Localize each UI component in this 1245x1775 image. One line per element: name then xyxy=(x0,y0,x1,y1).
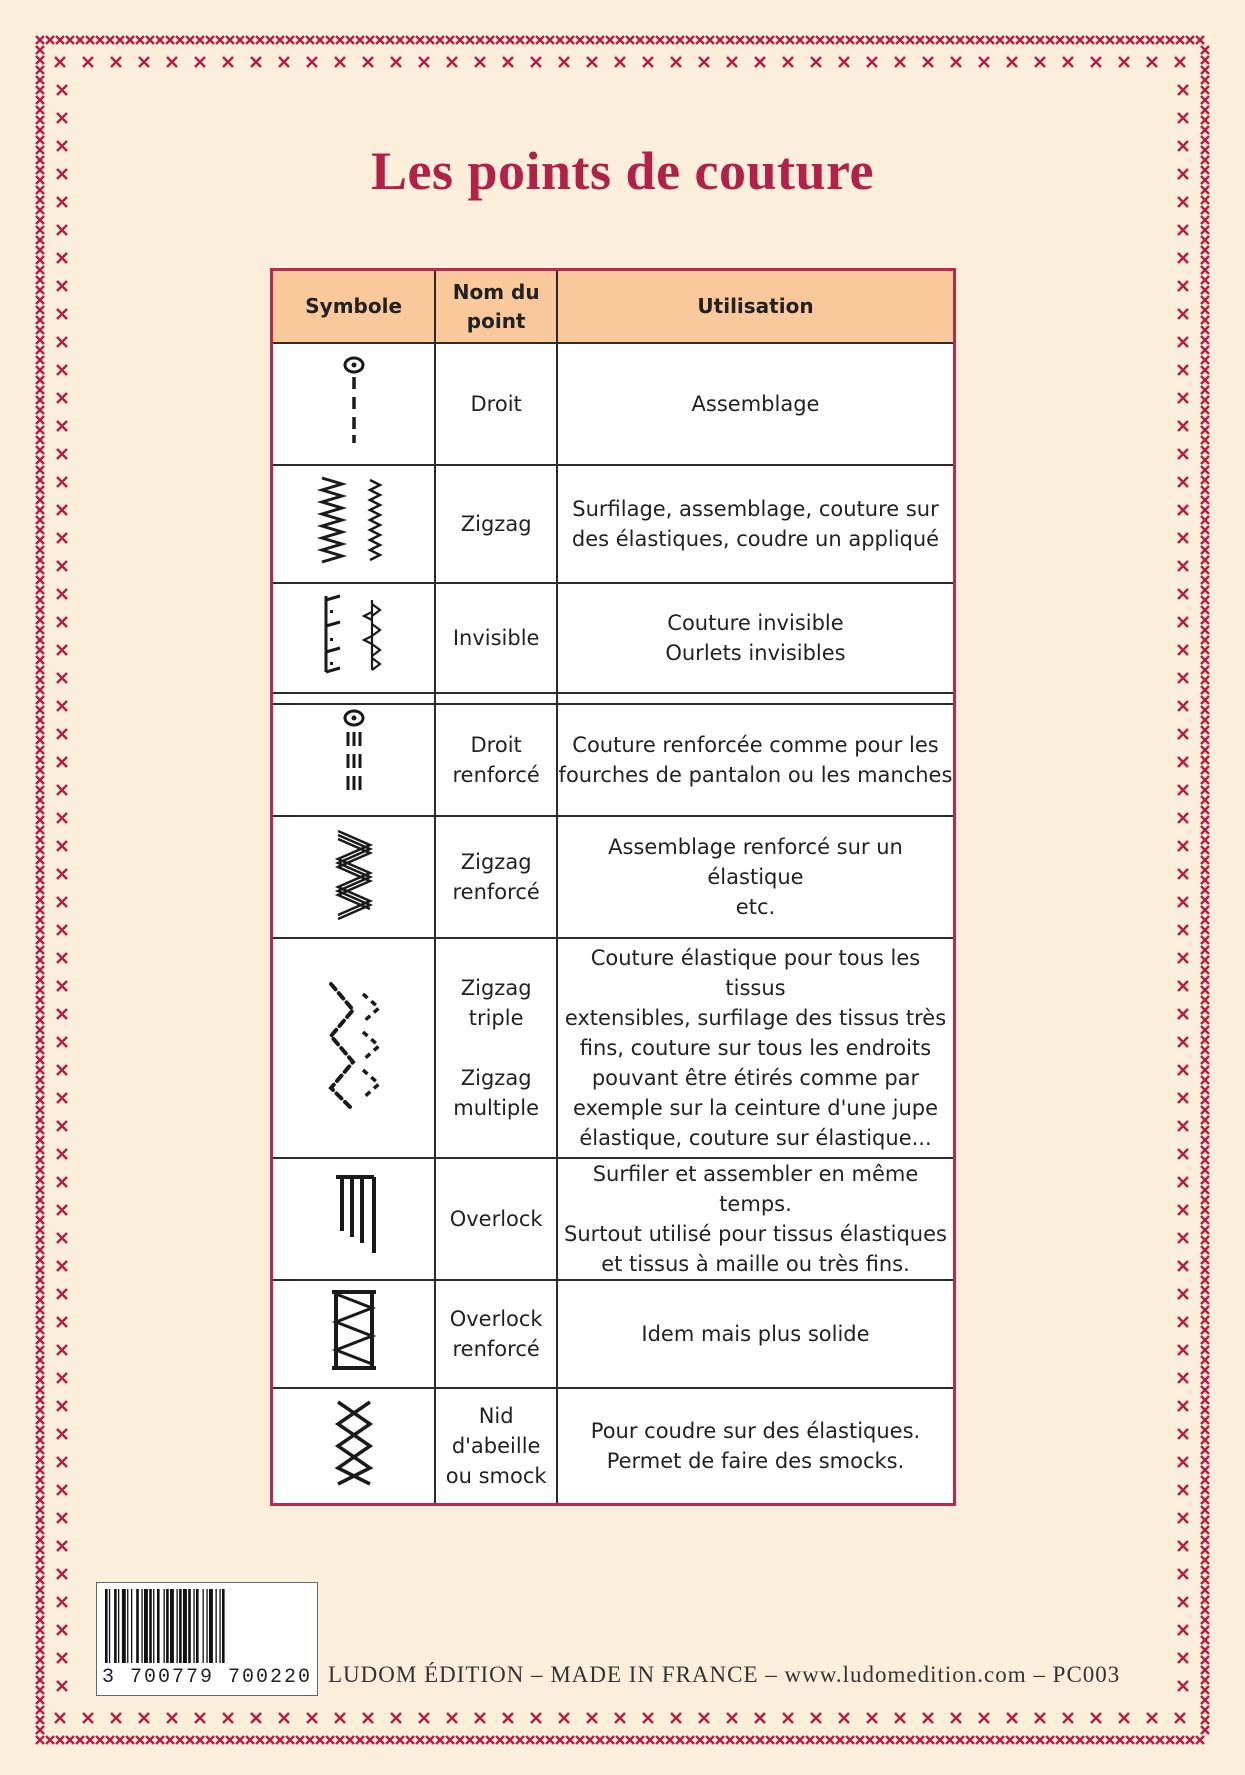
stitch-usage: Couture invisible Ourlets invisibles xyxy=(558,584,953,694)
barcode-bar xyxy=(131,1589,132,1663)
barcode-bar xyxy=(203,1589,204,1663)
barcode-bar xyxy=(196,1589,199,1663)
stitch-name: Zigzag xyxy=(436,466,558,584)
barcode-bar xyxy=(179,1589,182,1663)
barcode-bar xyxy=(177,1589,178,1663)
stitch-name: Nid d'abeille ou smock xyxy=(436,1389,558,1503)
invisible-stitch-icon xyxy=(273,584,436,694)
table-spacer-row xyxy=(273,694,953,705)
barcode-bar xyxy=(219,1589,220,1663)
stitch-usage: Assemblage renforcé sur un élastique etc. xyxy=(558,817,953,939)
stitch-name: Invisible xyxy=(436,584,558,694)
stitch-usage: Surfilage, assemblage, couture sur des élastiques, coudre un appliqué xyxy=(558,466,953,584)
barcode-bar xyxy=(109,1589,110,1663)
droit-stitch-icon xyxy=(273,344,436,466)
barcode-bar xyxy=(149,1589,152,1663)
stitch-name: Overlock renforcé xyxy=(436,1281,558,1389)
table-row xyxy=(273,1159,953,1281)
table-row xyxy=(273,344,953,466)
barcode-bar xyxy=(170,1589,174,1663)
table-row xyxy=(273,1389,953,1503)
barcode-bar xyxy=(114,1589,117,1663)
barcode xyxy=(96,1582,318,1696)
stitch-name: Droit renforcé xyxy=(436,705,558,817)
table-header-row xyxy=(273,271,953,344)
barcode-bar xyxy=(193,1589,194,1663)
table-row xyxy=(273,1281,953,1389)
stitch-usage: Assemblage xyxy=(558,344,953,466)
footer-publisher: LUDOM ÉDITION – MADE IN FRANCE – www.ludomedition.com – PC003 xyxy=(328,1662,1121,1687)
overlock-renforce-stitch-icon xyxy=(273,1281,436,1389)
barcode-bar xyxy=(216,1589,217,1663)
barcode-bar xyxy=(153,1589,154,1663)
stitch-name: Overlock xyxy=(436,1159,558,1281)
page-title: Les points de couture xyxy=(370,141,875,201)
table-row xyxy=(273,939,953,1159)
table-row xyxy=(273,817,953,939)
barcode-bar xyxy=(136,1589,139,1663)
table-row xyxy=(273,584,953,694)
barcode-bar xyxy=(118,1589,119,1663)
header-utilisation: Utilisation xyxy=(558,271,953,344)
barcode-bar xyxy=(164,1589,165,1663)
header-nom-du-point: Nom du point xyxy=(436,271,558,344)
stitch-usage: Idem mais plus solide xyxy=(558,1281,953,1389)
stitch-name: Droit xyxy=(436,344,558,466)
droit-renforce-stitch-icon xyxy=(273,705,436,817)
barcode-bar xyxy=(183,1589,187,1663)
barcode-bar xyxy=(166,1589,169,1663)
barcode-bar xyxy=(209,1589,213,1663)
overlock-stitch-icon xyxy=(273,1159,436,1281)
barcode-bar xyxy=(222,1589,225,1663)
table-row xyxy=(273,466,953,584)
nid-abeille-stitch-icon xyxy=(273,1389,436,1503)
barcode-bars xyxy=(97,1583,317,1667)
barcode-bar xyxy=(188,1589,191,1663)
barcode-bar xyxy=(141,1589,142,1663)
table-row xyxy=(273,705,953,817)
barcode-bar xyxy=(206,1589,207,1663)
barcode-bar xyxy=(157,1589,160,1663)
header-symbole: Symbole xyxy=(273,271,436,344)
stitch-usage: Couture renforcée comme pour les fourches de pantalon ou les manches xyxy=(558,705,953,817)
stitch-usage: Couture élastique pour tous les tissus extensibles, surfilage des tissus très fins, couture sur tous les endroits pouvant être étirés comme par exemple sur la ceinture d'une jupe élastique, couture sur élastique... xyxy=(558,939,953,1159)
barcode-number: 3 700779 700220 xyxy=(101,1666,313,1689)
stitch-name: Zigzag triple Zigzag multiple xyxy=(436,939,558,1159)
zigzag-stitch-icon xyxy=(273,466,436,584)
stitch-usage: Pour coudre sur des élastiques. Permet de faire des smocks. xyxy=(590,1419,921,1473)
barcode-bar xyxy=(127,1589,128,1663)
barcode-bar xyxy=(122,1589,126,1663)
zigzag-renforce-stitch-icon xyxy=(273,817,436,939)
stitch-table xyxy=(270,268,956,1506)
stitch-name: Zigzag renforcé xyxy=(436,817,558,939)
barcode-bar xyxy=(105,1589,108,1663)
zigzag-triple-stitch-icon xyxy=(273,939,436,1159)
stitch-usage: Surfiler et assembler en même temps. Surtout utilisé pour tissus élastiques et tissus à maille ou très fins. xyxy=(558,1159,953,1281)
barcode-bar xyxy=(144,1589,148,1663)
